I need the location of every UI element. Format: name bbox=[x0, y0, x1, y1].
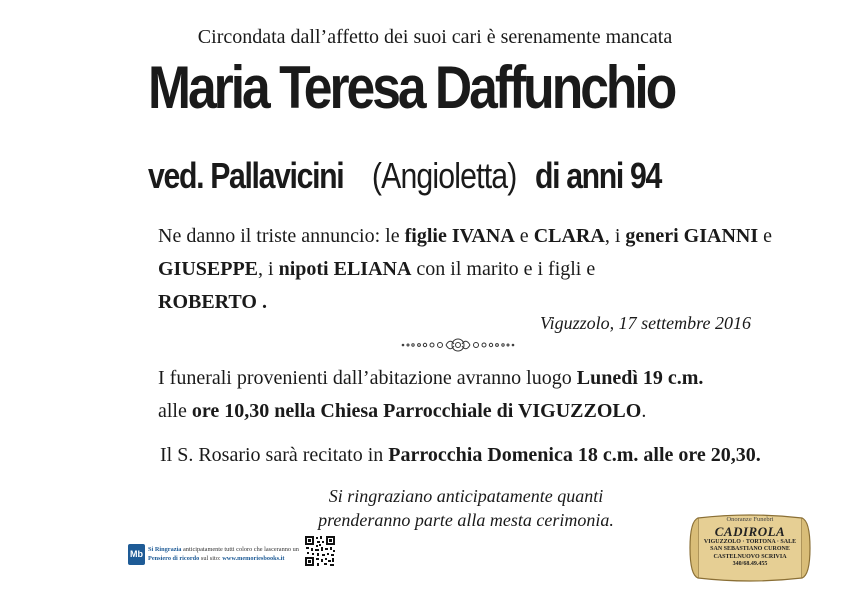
funeral-home-locations: CASTELNUOVO SCRIVIA bbox=[713, 553, 787, 560]
announcement-paragraph bbox=[158, 220, 798, 319]
funeral-home-locations: VIGUZZOLO · TORTONA · SALE bbox=[703, 538, 797, 545]
memoriesbooks-note bbox=[148, 545, 300, 563]
announce-bold: figlie IVANA bbox=[404, 225, 515, 247]
subtitle-line bbox=[148, 154, 661, 197]
funeral-home-label: Onoranze Funebri bbox=[726, 516, 774, 523]
funeral-bold: Lunedì 19 c.m. bbox=[576, 367, 704, 389]
funeral-home-phone: 340/68.49.455 bbox=[732, 561, 768, 567]
rosary-bold: Parrocchia Domenica 18 c.m. alle ore 20,30. bbox=[388, 444, 761, 466]
funeral-text: alle bbox=[158, 400, 192, 422]
qr-code-icon[interactable] bbox=[304, 535, 336, 567]
announce-bold: CLARA bbox=[533, 225, 605, 247]
age: di anni 94 bbox=[534, 155, 661, 196]
funeral-paragraph bbox=[158, 362, 818, 428]
announce-text: con il marito e i figli e bbox=[411, 258, 596, 280]
rosary-text: Il S. Rosario sarà recitato in bbox=[160, 444, 389, 466]
funeral-bold: ore 10,30 nella Chiesa Parrocchiale di VIGUZZOLO bbox=[191, 400, 642, 422]
rosary-line bbox=[160, 444, 820, 467]
announce-bold: GIUSEPPE bbox=[158, 258, 259, 280]
announce-bold: ROBERTO . bbox=[158, 291, 267, 313]
announce-bold: nipoti ELIANA bbox=[278, 258, 412, 280]
widow-of: ved. Pallavicini bbox=[148, 155, 344, 196]
nickname: (Angioletta) bbox=[371, 155, 517, 196]
deceased-name: Maria Teresa Daffunchio bbox=[148, 54, 675, 121]
funeral-text: . bbox=[641, 400, 647, 422]
memoriesbooks-logo-icon: Mb bbox=[128, 544, 145, 565]
intro-line: Circondata dall’affetto dei suoi cari è serenamente mancata bbox=[197, 26, 673, 48]
thanks-line: Si ringraziano anticipatamente quanti bbox=[328, 486, 604, 506]
announce-text: , i bbox=[258, 258, 279, 280]
ornament-divider-icon bbox=[388, 330, 528, 360]
mb-highlight: Si Ringrazia bbox=[148, 546, 182, 553]
funeral-home-locations: SAN SEBASTIANO CURONE bbox=[710, 546, 790, 552]
funeral-text: I funerali provenienti dall’abitazione avranno luogo bbox=[158, 367, 577, 389]
mb-highlight: Pensiero di ricordo bbox=[148, 555, 200, 562]
funeral-home-card bbox=[700, 516, 800, 569]
announce-bold: generi GIANNI bbox=[625, 225, 759, 247]
announce-text: e bbox=[514, 225, 534, 247]
funeral-home-brand: CADIROLA bbox=[714, 523, 786, 539]
announce-text: , i bbox=[604, 225, 626, 247]
place-date: Viguzzolo, 17 settembre 2016 bbox=[540, 313, 751, 333]
announce-text: Ne danno il triste annuncio: le bbox=[158, 225, 405, 247]
thanks-line: prenderanno parte alla mesta cerimonia. bbox=[318, 510, 614, 530]
announce-text: e bbox=[758, 225, 773, 247]
mb-text: anticipatamente tutti coloro che lasceranno un bbox=[181, 546, 299, 553]
mb-text: sul sito: bbox=[199, 555, 223, 562]
mb-website-link[interactable]: www.memoriesbooks.it bbox=[222, 555, 285, 562]
